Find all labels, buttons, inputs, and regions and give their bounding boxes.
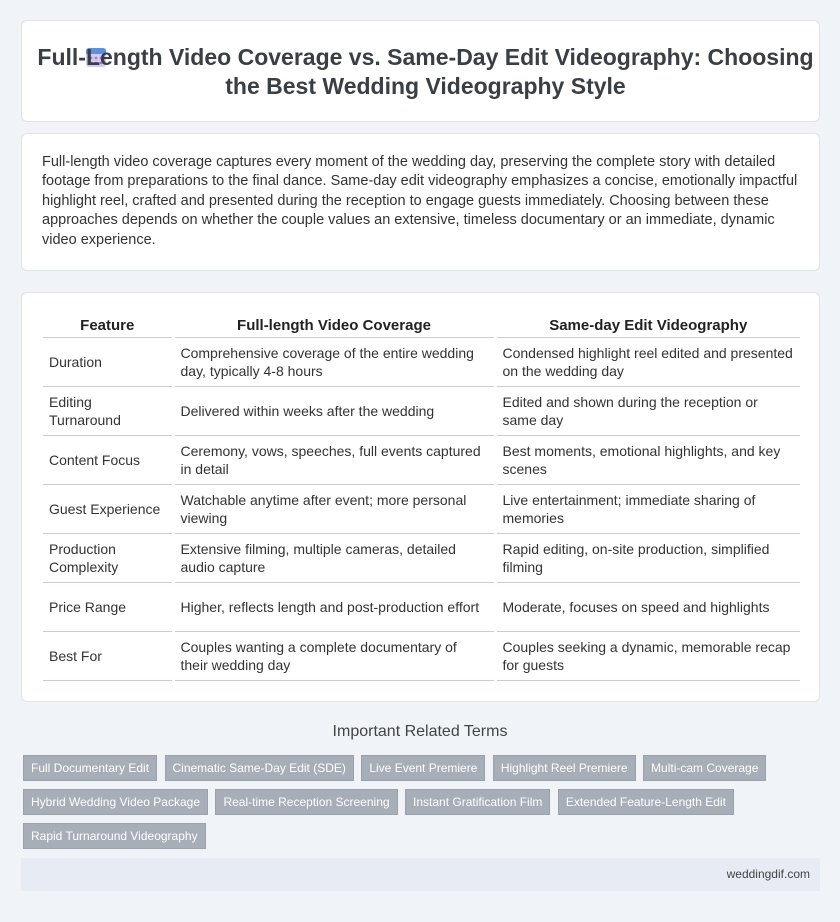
table-row	[43, 582, 800, 631]
feature-cell: Editing Turnaround	[43, 386, 173, 435]
same-day-cell: Moderate, focuses on speed and highlights	[495, 582, 800, 631]
full-length-cell: Higher, reflects length and post-production effort	[173, 582, 495, 631]
footer-site-link[interactable]: weddingdif.com	[726, 867, 810, 881]
table-row	[43, 533, 800, 582]
same-day-cell: Edited and shown during the reception or same day	[495, 386, 800, 435]
related-terms-heading: Important Related Terms	[332, 723, 508, 740]
feature-cell: Content Focus	[43, 435, 173, 484]
full-length-cell: Couples wanting a complete documentary of their wedding day	[173, 631, 495, 680]
header-same-day: Same-day Edit Videography	[495, 315, 800, 337]
page-title: Full-Length Video Coverage vs. Same-Day Edit Videography: Choosing the Best Wedding Videography Style	[37, 44, 814, 99]
table-row	[43, 386, 800, 435]
feature-cell: Price Range	[43, 582, 173, 631]
feature-cell: Production Complexity	[43, 533, 173, 582]
footer	[21, 858, 820, 891]
related-term-tag[interactable]: Live Event Premiere	[361, 755, 485, 781]
related-term-tag[interactable]: Instant Gratification Film	[405, 789, 550, 815]
same-day-cell: Rapid editing, on-site production, simplified filming	[495, 533, 800, 582]
same-day-cell: Live entertainment; immediate sharing of memories	[495, 484, 800, 533]
table-row	[43, 631, 800, 680]
related-term-tag[interactable]: Rapid Turnaround Videography	[23, 823, 206, 849]
related-term-tag[interactable]: Extended Feature-Length Edit	[558, 789, 734, 815]
title-card	[21, 20, 820, 122]
table-row	[43, 484, 800, 533]
related-term-tag[interactable]: Multi-cam Coverage	[643, 755, 766, 781]
comparison-table	[43, 315, 800, 681]
full-length-cell: Ceremony, vows, speeches, full events captured in detail	[173, 435, 495, 484]
table-header-row	[43, 315, 800, 337]
feature-cell: Best For	[43, 631, 173, 680]
full-length-cell: Extensive filming, multiple cameras, detailed audio capture	[173, 533, 495, 582]
full-length-cell: Delivered within weeks after the wedding	[173, 386, 495, 435]
related-terms-list	[23, 755, 783, 857]
related-term-tag[interactable]: Cinematic Same-Day Edit (SDE)	[165, 755, 354, 781]
intro-card	[21, 133, 820, 271]
related-term-tag[interactable]: Hybrid Wedding Video Package	[23, 789, 208, 815]
related-term-tag[interactable]: Full Documentary Edit	[23, 755, 157, 781]
full-length-cell: Comprehensive coverage of the entire wedding day, typically 4-8 hours	[173, 337, 495, 386]
same-day-cell: Couples seeking a dynamic, memorable recap for guests	[495, 631, 800, 680]
table-row	[43, 337, 800, 386]
table-row	[43, 435, 800, 484]
same-day-cell: Best moments, emotional highlights, and key scenes	[495, 435, 800, 484]
full-length-cell: Watchable anytime after event; more personal viewing	[173, 484, 495, 533]
feature-cell: Guest Experience	[43, 484, 173, 533]
header-full-length: Full-length Video Coverage	[173, 315, 495, 337]
intro-paragraph: Full-length video coverage captures every moment of the wedding day, preserving the complete story with detailed footage from preparations to the final dance. Same-day edit videography emphasizes a concise, emotionally impactful highlight reel, crafted and presented during the reception to engage guests immediately. Choosing between these approaches depends on whether the couple values an extensive, timeless documentary or an immediate, dynamic video experience.	[42, 154, 798, 248]
header-feature: Feature	[43, 315, 173, 337]
comparison-card	[21, 292, 820, 702]
related-term-tag[interactable]: Real-time Reception Screening	[215, 789, 397, 815]
same-day-cell: Condensed highlight reel edited and presented on the wedding day	[495, 337, 800, 386]
related-term-tag[interactable]: Highlight Reel Premiere	[493, 755, 636, 781]
feature-cell: Duration	[43, 337, 173, 386]
